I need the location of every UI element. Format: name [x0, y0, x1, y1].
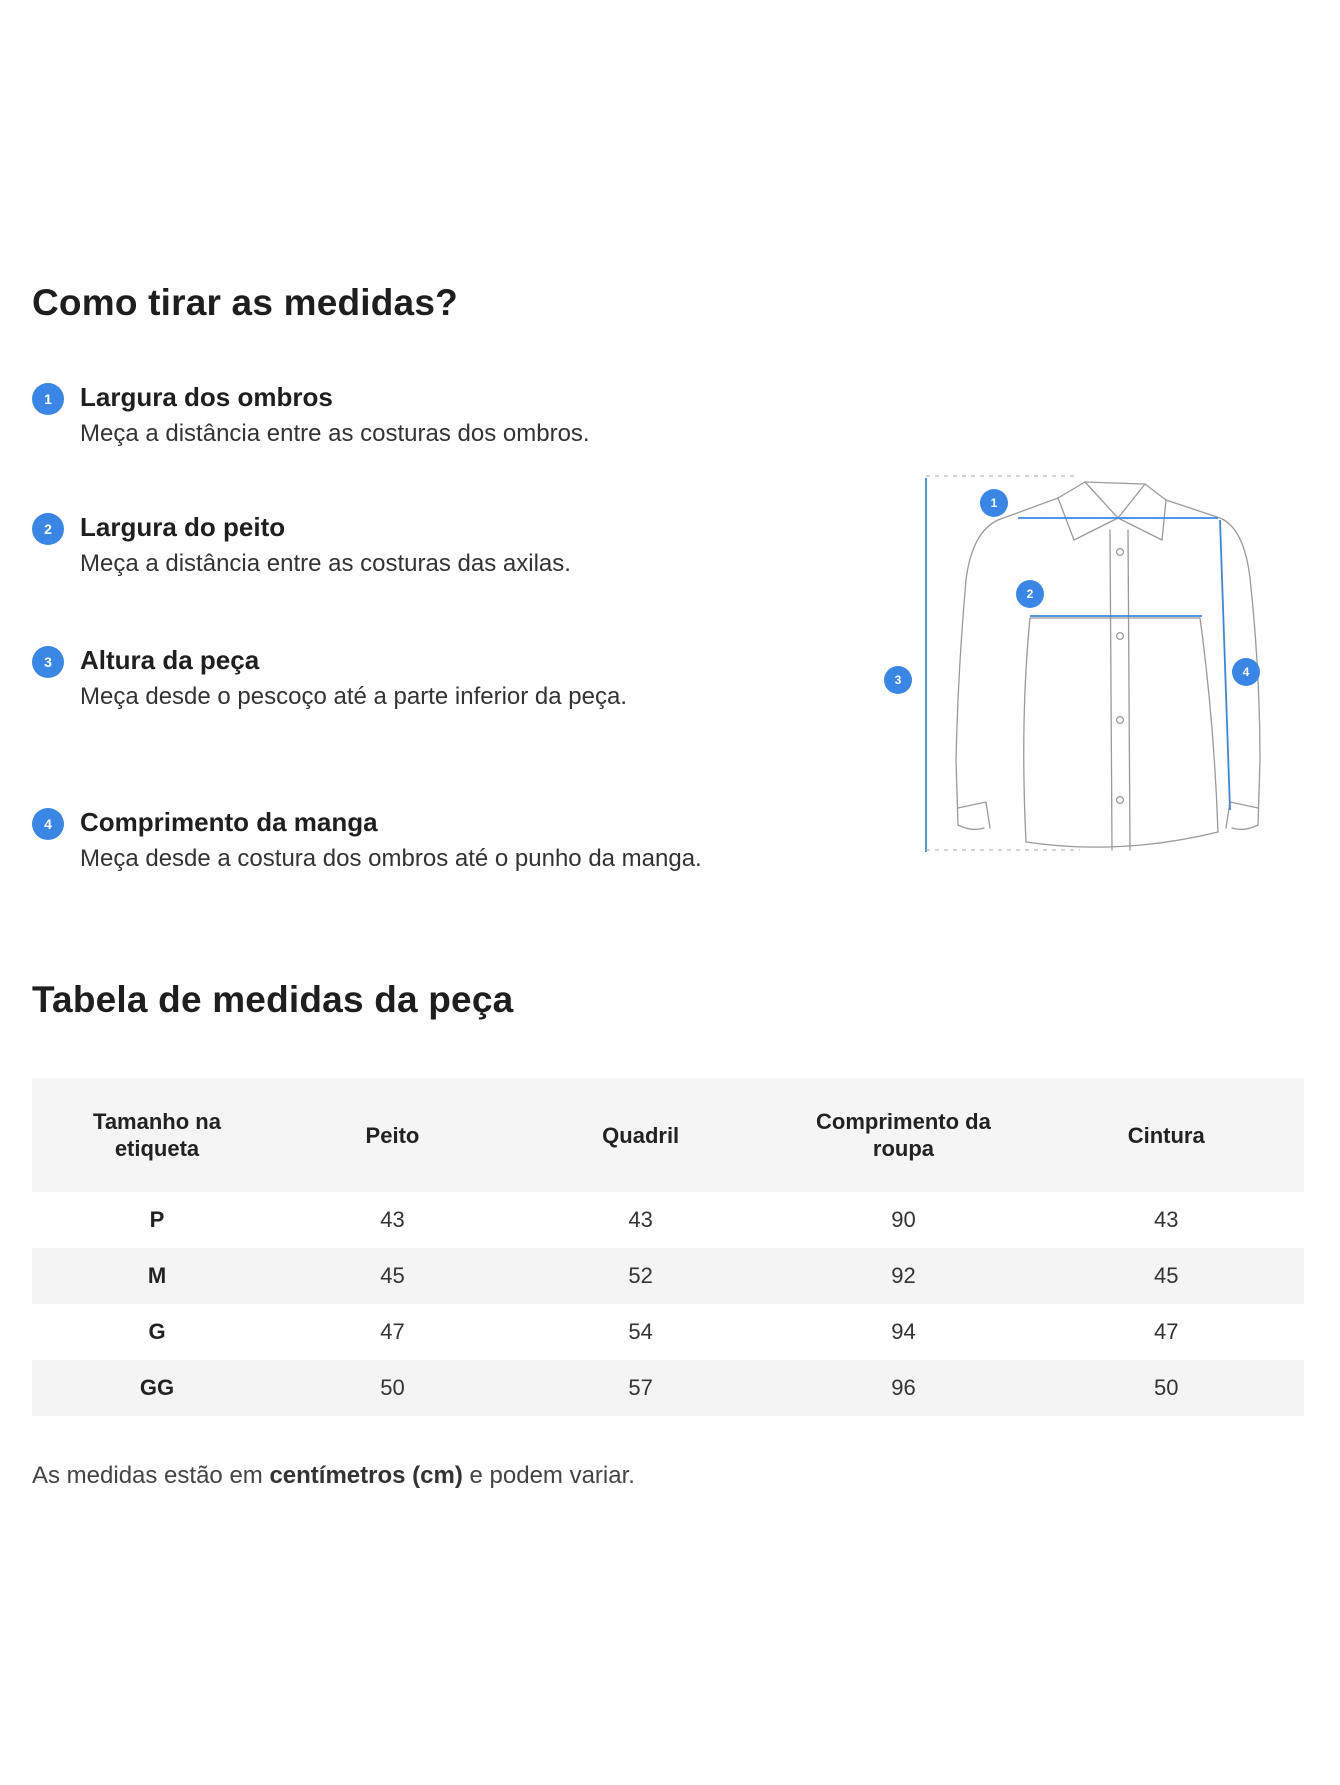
step-title: Altura da peça	[80, 645, 260, 675]
size-table	[32, 1078, 1304, 1416]
step-description: Meça desde o pescoço até a parte inferior da peça.	[80, 683, 628, 710]
table-cell: 43	[380, 1207, 405, 1232]
table-cell: 43	[628, 1207, 653, 1232]
table-cell: 43	[1153, 1207, 1179, 1232]
table-row	[32, 1304, 1304, 1360]
step-number-badge: 2	[32, 513, 64, 545]
note-text: As medidas estão em	[32, 1462, 270, 1489]
table-cell: 47	[380, 1319, 405, 1344]
table-cell: 47	[1153, 1319, 1179, 1344]
shirt-measurement-diagram-icon	[880, 470, 1300, 860]
measurement-note	[32, 1462, 635, 1490]
table-cell: 90	[891, 1207, 916, 1232]
table-cell: 52	[503, 1248, 779, 1304]
step-title: Comprimento da manga	[80, 807, 378, 837]
table-cell: 54	[628, 1319, 653, 1344]
table-row	[32, 1192, 1304, 1248]
step-number-badge: 3	[32, 646, 64, 678]
table-row	[32, 1360, 1304, 1416]
note-unit: centímetros (cm)	[269, 1462, 463, 1489]
step-description: Meça desde a costura dos ombros até o punho da manga.	[80, 845, 702, 872]
step-garment-height	[32, 643, 672, 712]
table-cell: 94	[891, 1319, 916, 1344]
step-number-badge: 1	[32, 383, 64, 415]
section-title-size-table: Tabela de medidas da peça	[32, 979, 514, 1020]
table-cell: 57	[503, 1360, 779, 1416]
step-number-badge: 4	[32, 808, 64, 840]
step-sleeve-length	[32, 805, 722, 874]
marker-1: 1	[990, 496, 998, 510]
table-cell: 50	[1028, 1360, 1304, 1416]
column-header-chest: Peito	[282, 1078, 503, 1192]
step-chest-width	[32, 510, 732, 579]
table-cell: 45	[282, 1248, 503, 1304]
marker-3: 3	[894, 673, 902, 687]
table-cell: 92	[778, 1248, 1028, 1304]
table-cell: 50	[282, 1360, 503, 1416]
table-cell-size: M	[32, 1248, 282, 1304]
marker-2: 2	[1026, 587, 1034, 601]
step-description: Meça a distância entre as costuras dos ombros.	[80, 420, 590, 447]
column-header-hip: Quadril	[503, 1078, 779, 1192]
table-cell: 96	[778, 1360, 1028, 1416]
table-cell-size: G	[148, 1319, 166, 1344]
table-cell: 45	[1028, 1248, 1304, 1304]
table-header-row	[32, 1078, 1304, 1192]
table-row	[32, 1248, 1304, 1304]
marker-4: 4	[1242, 665, 1250, 679]
step-description: Meça a distância entre as costuras das axilas.	[80, 550, 571, 577]
column-header-waist: Cintura	[1028, 1078, 1304, 1192]
column-header-size: Tamanho na etiqueta	[32, 1078, 282, 1192]
section-title-how-to-measure: Como tirar as medidas?	[32, 282, 458, 323]
note-text: e podem variar.	[462, 1462, 635, 1489]
column-header-length: Comprimento da roupa	[778, 1078, 1028, 1192]
table-cell-size: GG	[32, 1360, 282, 1416]
step-title: Largura dos ombros	[80, 382, 333, 412]
step-shoulder-width	[32, 380, 732, 449]
table-cell-size: P	[149, 1207, 165, 1232]
step-title: Largura do peito	[80, 512, 286, 542]
